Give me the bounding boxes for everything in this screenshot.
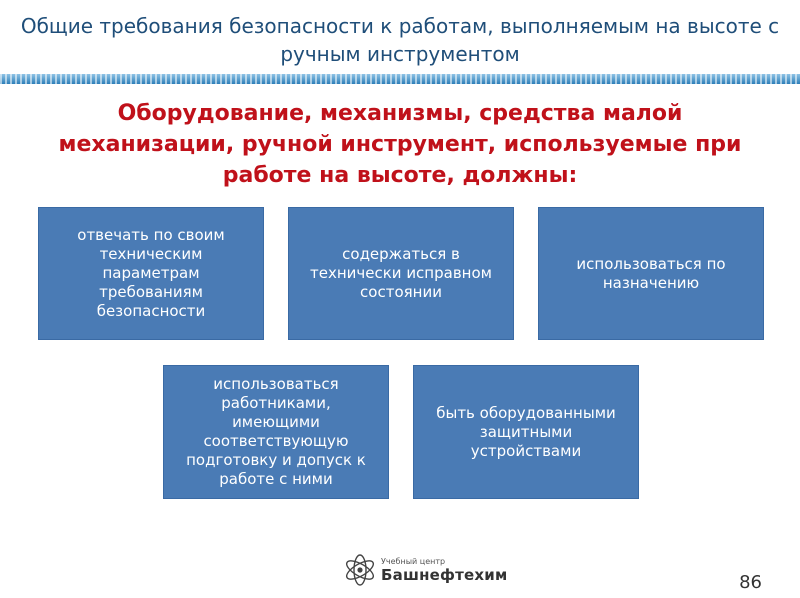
requirement-box-4 (163, 365, 389, 499)
requirement-text-3: использоваться по назначению (576, 254, 726, 292)
company-logo (343, 553, 507, 587)
requirement-box-1 (38, 207, 264, 340)
logo-name: Башнефтехим (381, 565, 508, 584)
atom-logo-icon (343, 553, 377, 587)
slide-title: Общие требования безопасности к работам, выполняемым на высоте с ручным инструментом (20, 14, 780, 66)
requirement-box-3 (538, 207, 764, 340)
requirement-box-5 (413, 365, 639, 499)
logo-small-text: Учебный центр (381, 556, 446, 566)
requirement-text-1: отвечать по своим техническим параметрам требованиям безопасности (77, 226, 225, 320)
requirement-text-5: быть оборудованными защитными устройствами (436, 403, 616, 460)
requirement-box-2 (288, 207, 514, 340)
page-number: 86 (739, 572, 762, 593)
slide-subtitle: Оборудование, механизмы, средства малой механизации, ручной инструмент, используемые при работе на высоте, должны: (58, 101, 742, 188)
requirement-text-2: содержаться в технически исправном состоянии (310, 245, 492, 301)
requirement-text-4: использоваться работниками, имеющими соответствующую подготовку и допуск к работе с ними (186, 375, 366, 488)
title-divider (0, 74, 800, 84)
